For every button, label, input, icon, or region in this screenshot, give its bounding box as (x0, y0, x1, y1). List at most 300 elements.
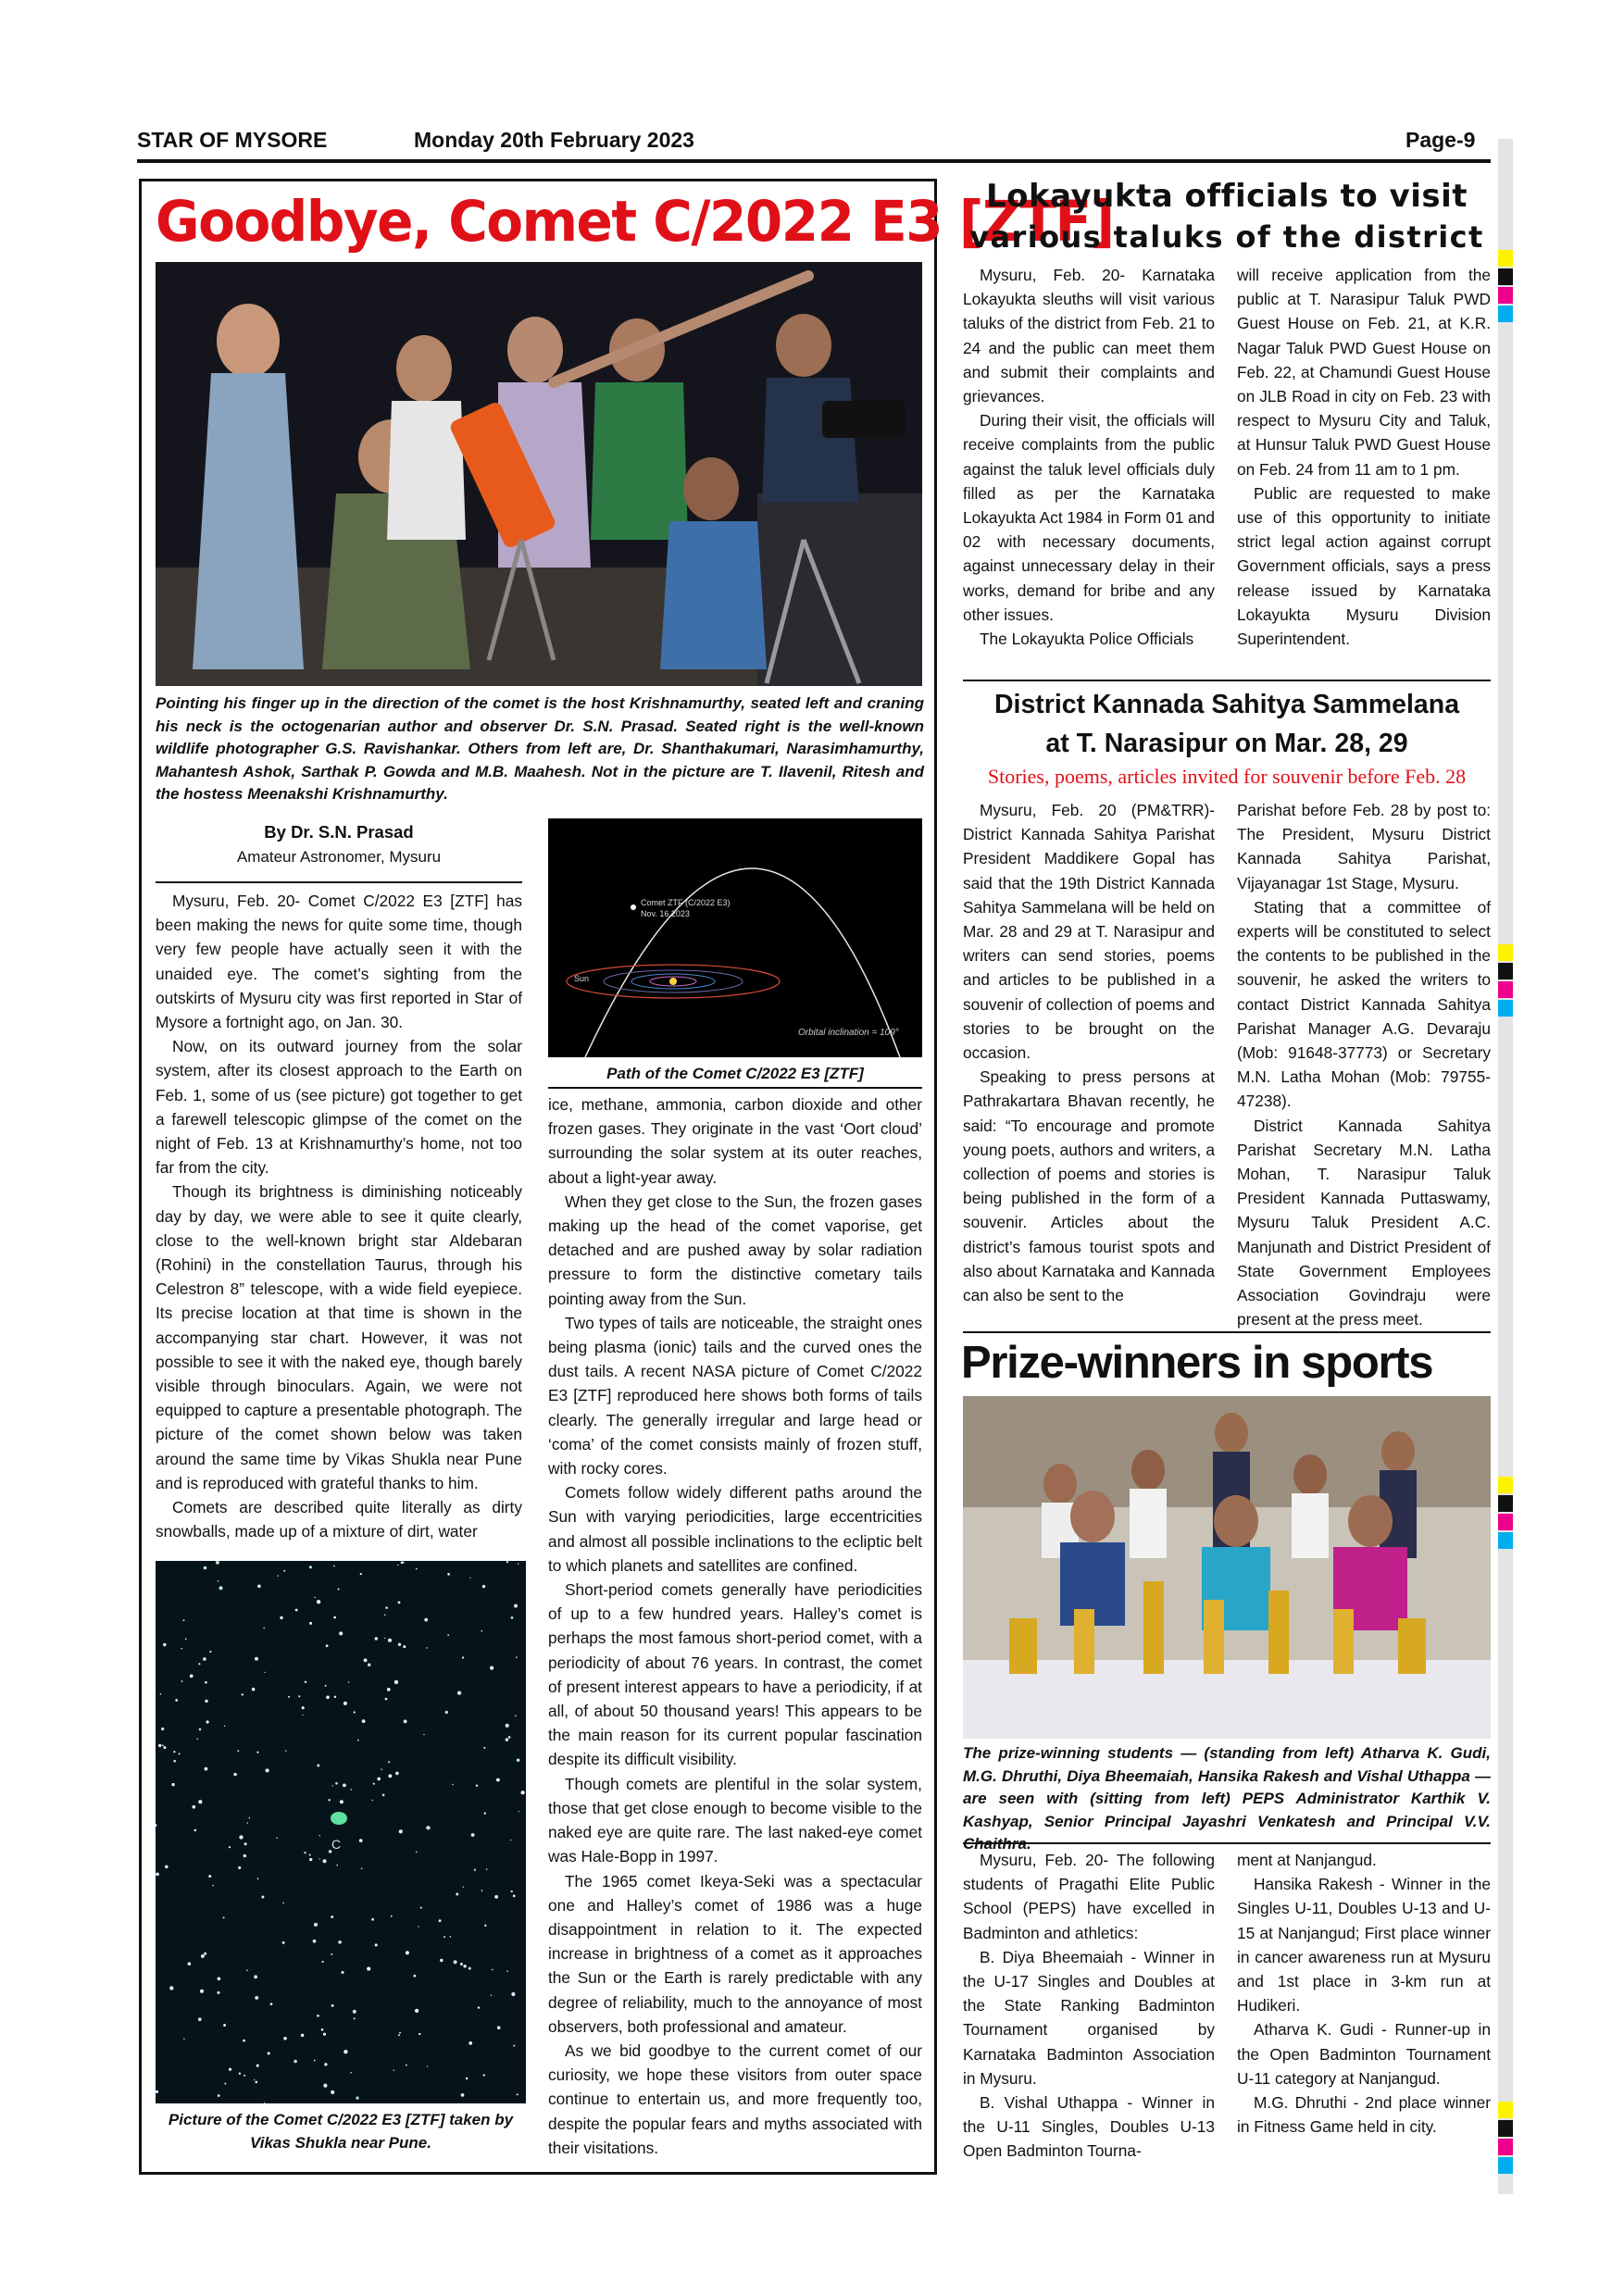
star (319, 1835, 320, 1836)
comet-paragraph: Mysuru, Feb. 20- Comet C/2022 E3 [ZTF] has been making the news for quite some time, though very few people have actually seen it with the unaided eye. The comet’s sighting from the outskirts of Mysuru city was first reported in Star of Mysore a fortnight ago, on Jan. 30. (156, 892, 522, 1032)
star (482, 1585, 485, 1588)
sports-paragraph: ment at Nanjangud. (1237, 1851, 1377, 1869)
lokayukta-column-2 (1237, 263, 1491, 651)
star (481, 1890, 483, 1891)
star (256, 2064, 259, 2066)
star (483, 1747, 485, 1749)
star (353, 2010, 356, 2014)
sahitya-column-1 (963, 798, 1215, 1307)
star (199, 1728, 202, 1731)
star (298, 1695, 300, 1697)
star (333, 1566, 335, 1567)
comet-headline: Goodbye, Comet C/2022 E3 [ZTF] (156, 188, 1114, 255)
star (270, 2003, 273, 2005)
star (340, 1800, 344, 1803)
star (385, 1698, 388, 1701)
star (192, 1805, 195, 1809)
star (399, 1829, 403, 1833)
star (518, 1563, 519, 1565)
star (375, 1637, 378, 1640)
comet-paragraph: Though its brightness is diminishing noticeably day by day, we were able to see it quite clearly, close to the well-known bright star Aldebaran (Rohini) in the constellation Taurus, through his Celestron 8” telescope, with a wide field eyepiece. Its precise location at that time is shown in the accompanying star chart. However, it was not possible to see it with the naked eye, though barely visible through binoculars. Again, we were not equipped to capture a presentable photograph. The picture of the comet shown below was taken around the same time by Vikas Shukla near Pune and is reproduced with grateful thanks to him. (156, 1182, 522, 1492)
star (276, 1837, 277, 1838)
star (255, 2081, 257, 2084)
star (416, 1568, 418, 1570)
comet-paragraph: ice, methane, ammonia, carbon dioxide and other frozen gases. They originate in the vast ‘Oort cloud’ surrounding the solar system at its outer reaches, about a light-year away. (548, 1095, 922, 1187)
star (332, 1785, 333, 1786)
comet-path-diagram (548, 818, 922, 1057)
star (309, 1854, 311, 1856)
cyan-swatch (1498, 306, 1513, 322)
sports-paragraph: B. Vishal Uthappa - Winner in the U-11 Singles, Doubles U-13 Open Badminton Tourna- (963, 2093, 1215, 2161)
star (313, 1940, 317, 1943)
star (484, 1925, 486, 1927)
star (447, 1634, 449, 1636)
star (208, 1875, 211, 1878)
star (185, 1638, 187, 1640)
star (325, 1685, 327, 1687)
sahitya-paragraph: Parishat before Feb. 28 by post to: The President, Mysuru District Kannada Sahitya Parishat, Vijayanagar 1st Stage, Mysuru. (1237, 801, 1491, 892)
star (331, 2090, 334, 2094)
star (510, 1840, 511, 1841)
star (173, 1751, 175, 1753)
star (305, 1681, 306, 1683)
comet-paragraph: The 1965 comet Ikeya-Seki was a spectacular one and Halley’s comet of 1986 was a huge disappointment in relation to it. The expected increase in brightness of a comet as it approaches the Sun or the Earth is rarely predictable with any degree of reliability, much to the annoyance of most observers, both professional and amateur. (548, 1871, 922, 2036)
star (344, 1702, 347, 1705)
star (204, 1953, 206, 1955)
magenta-swatch (1498, 2139, 1513, 2155)
star (283, 1570, 285, 1572)
star (319, 1858, 320, 1859)
stargazers-illustration (156, 262, 922, 686)
page-number: Page-9 (1405, 128, 1476, 152)
star (397, 1565, 398, 1566)
star (514, 1604, 518, 1608)
star (175, 1699, 178, 1702)
black-swatch (1498, 268, 1513, 285)
comet-marker-label: C (331, 1837, 342, 1852)
comet-starfield-photo (156, 1561, 526, 2103)
star (323, 2033, 326, 2036)
star (368, 1663, 370, 1666)
comet-byline: By Dr. S.N. Prasad (264, 822, 414, 842)
star (406, 2065, 407, 2066)
star (413, 1975, 416, 1978)
black-swatch (1498, 1495, 1513, 1512)
star (219, 1586, 222, 1590)
star (278, 1575, 279, 1576)
sahitya-paragraph: Speaking to press persons at Pathrakartara Bhavan recently, he said: “To encourage and promote young poets, authors and writers, a collection of poems and stories is being published in the form of a souvenir. Articles about the district’s famous tourist spots and also about Karnataka and Kannada can also be sent to the (963, 1067, 1215, 1305)
star (440, 1959, 443, 1962)
star (302, 1706, 305, 1709)
sports-paragraph: Mysuru, Feb. 20- The following students of Pragathi Elite Public School (PEPS) have excelled in Badminton and athletics: (963, 1851, 1215, 1942)
star (183, 2039, 184, 2040)
star (326, 1644, 329, 1647)
star (314, 1597, 316, 1599)
star (237, 1750, 239, 1752)
star (482, 2074, 484, 2076)
star (387, 1688, 391, 1691)
star (466, 2078, 468, 2080)
star (452, 1784, 453, 1785)
star (257, 1878, 259, 1879)
star (491, 1994, 492, 1995)
star (388, 1761, 390, 1763)
star (309, 1858, 312, 1861)
black-swatch (1498, 2120, 1513, 2137)
star (331, 1915, 333, 1918)
star (257, 1584, 261, 1588)
star (229, 1846, 231, 1848)
star (415, 2009, 418, 2013)
sports-column-1 (963, 1848, 1215, 2164)
star (385, 1606, 388, 1609)
star (283, 2037, 287, 2040)
star (218, 2094, 220, 2097)
sports-paragraph: B. Diya Bheemaiah - Winner in the U-17 Singles and Doubles at the State Ranking Badminton Tournament organised by Karnataka Badminton Association in Mysuru. (963, 1947, 1215, 2088)
star (361, 1868, 363, 1870)
comet-column-2 (548, 1092, 922, 2160)
star (496, 1778, 500, 1782)
yellow-swatch (1498, 1477, 1513, 1493)
star (338, 1940, 342, 1944)
star (351, 1789, 353, 1791)
star (481, 1630, 483, 1632)
sahitya-subhead: Stories, poems, articles invited for souvenir before Feb. 28 (987, 765, 1467, 788)
comet-paragraph: Though comets are plentiful in the solar system, those that get close enough to become visible to the naked eye are quite rare. The last naked-eye comet was Hale-Bopp in 1997. (548, 1774, 922, 1866)
star (285, 1750, 286, 1751)
star (206, 1720, 208, 1723)
star (173, 1760, 176, 1763)
star (233, 1773, 236, 1776)
star (372, 1800, 373, 1801)
lokayukta-paragraph: Public are requested to make use of this opportunity to initiate strict legal action against corrupt Government officials, says a press release issued by Karnataka Lokayukta Mysuru Division Superintendent. (1237, 483, 1491, 649)
star (205, 1767, 208, 1771)
star (399, 2032, 401, 2034)
star (486, 1868, 487, 1869)
star (216, 1561, 219, 1565)
star (238, 1866, 241, 1869)
star (516, 1656, 518, 1658)
magenta-swatch (1498, 981, 1513, 998)
star (224, 2083, 226, 2085)
star (497, 2026, 501, 2029)
star (181, 1680, 183, 1682)
sahitya-paragraph: Mysuru, Feb. 20 (PM&TRR)- District Kannada Sahitya Parishat President Maddikere Gopal has said that the 19th District Kannada Sahitya Sammelana will be held on Mar. 28 and 29 at T. Narasipur and writers can send stories, poems and articles to be published in a souvenir of collection of poems and stories to be brought on the occasion. (963, 801, 1215, 1063)
star (229, 2068, 231, 2071)
star (418, 1926, 419, 1927)
sports-column-2 (1237, 1848, 1491, 2139)
sports-paragraph: Atharva K. Gudi - Runner-up in the Open Badminton Tournament U-11 category at Nanjangud. (1237, 2020, 1491, 2088)
star (394, 1680, 398, 1684)
star (322, 1859, 326, 1863)
comet-coma (331, 1812, 347, 1825)
star (301, 2034, 305, 2038)
star (156, 2090, 158, 2093)
star (468, 2041, 472, 2045)
star (261, 1896, 264, 1899)
star (244, 1842, 247, 1845)
star (321, 1961, 323, 1963)
star (194, 1829, 197, 1832)
star (309, 1622, 312, 1625)
sahitya-headline-1: District Kannada Sahitya Sammelana (993, 690, 1460, 719)
star (454, 1960, 457, 1964)
star (382, 1794, 385, 1797)
star (406, 1951, 409, 1954)
star (302, 1715, 303, 1716)
star (356, 2096, 358, 2099)
star (321, 2028, 324, 2031)
path-label-date: Nov. 16 2023 (641, 909, 690, 918)
star (511, 1616, 514, 1619)
star (294, 2060, 297, 2064)
star (331, 1953, 332, 1955)
lokayukta-column-1 (963, 263, 1215, 651)
star (474, 1869, 476, 1871)
star (156, 1873, 159, 1877)
star (398, 1602, 401, 1604)
star (328, 1799, 330, 1801)
star (424, 1618, 428, 1622)
star (391, 1915, 393, 1917)
star (463, 1886, 464, 1887)
star (350, 2072, 351, 2073)
star (445, 1711, 448, 1714)
comet-byline-role: Amateur Astronomer, Mysuru (236, 848, 442, 866)
starfield-caption: Picture of the Comet C/2022 E3 [ZTF] taken by Vikas Shukla near Pune. (168, 2111, 514, 2152)
star (427, 2065, 428, 2066)
comet-paragraph: As we bid goodbye to the current comet of our curiosity, we hope these visitors from outer space continue to entertain us, and more frequently too, despite the popular fears and myths associated with their visitations. (548, 2040, 922, 2157)
star (398, 2034, 400, 2036)
star (239, 2073, 241, 2075)
star (249, 1817, 251, 1819)
star (404, 1720, 407, 1724)
star (511, 1992, 515, 1996)
star (462, 1656, 464, 1658)
star (158, 1744, 161, 1747)
lokayukta-paragraph: The Lokayukta Police Officials (980, 630, 1194, 649)
sahitya-paragraph: Stating that a committee of experts will be constituted to select the contents to be published in the souvenir, he asked the writers to contact District Kannada Sahitya Parishat Manager A.G. Devaraju (Mob: 91648-37773) or Secretary M.N. Latha Mohan (Mob: 79755-47238). (1237, 897, 1491, 1111)
star (188, 1962, 192, 1965)
yellow-swatch (1498, 2102, 1513, 2118)
star (198, 1800, 202, 1803)
star (426, 1826, 430, 1829)
star (447, 1573, 450, 1576)
star (201, 1954, 205, 1958)
lokayukta-paragraph: Mysuru, Feb. 20- Karnataka Lokayukta sleuths will visit various taluks of the district from Feb. 21 to 24 and the public can meet them and submit their complaints and grievances. (963, 266, 1215, 406)
star (243, 2040, 245, 2042)
star (478, 2006, 480, 2008)
star (203, 1657, 206, 1661)
yellow-swatch (1498, 250, 1513, 267)
star (450, 1936, 452, 1938)
path-label-comet: Comet ZTF (C/2022 E3) (641, 898, 731, 907)
star (223, 1916, 225, 1918)
comet-photo-caption: Pointing his finger up in the direction of the comet is the host Krishnamurthy, seated left and craning his neck is the octogenarian author and observer Dr. S.N. Prasad. Seated right is the well-known wildlife photographer G.S. Ravishankar. Others from left are, Dr. Shanthakumari, Narasimhamurthy, Mahantesh Ashok, Sarthak P. Gowda and M.B. Maahesh. Not in the picture are T. Ilavenil, Ritesh and the hostess Meenakshi Krishnamurthy. (156, 694, 924, 803)
yellow-swatch (1498, 944, 1513, 961)
star (484, 1812, 486, 1814)
star (217, 1991, 219, 1994)
star (506, 1970, 508, 1972)
star (317, 1600, 320, 1603)
star (205, 1681, 207, 1684)
starfield (156, 1561, 526, 2103)
star (200, 1990, 204, 1993)
star (239, 1835, 243, 1839)
star (384, 1615, 385, 1616)
star (513, 1895, 516, 1898)
star (401, 1561, 404, 1564)
star (163, 1643, 166, 1646)
path-caption: Path of the Comet C/2022 E3 [ZTF] (606, 1065, 864, 1082)
sports-headline: Prize-winners in sports (961, 1338, 1433, 1388)
sahitya-paragraph: District Kannada Sahitya Parishat Secretary M.N. Latha Mohan, T. Narasipur Taluk President Kannada Puttaswamy, Mysuru Taluk President A.C. Manjunath and District President of State Government Employees Association Govindraju were present at the press meet. (1237, 1116, 1491, 1329)
star (190, 1675, 194, 1678)
lokayukta-headline-2: various taluks of the district (969, 219, 1484, 255)
sports-photo-caption: The prize-winning students — (standing from left) Atharva K. Gudi, M.G. Dhruthi, Diya Bheemaiah, Hansika Rakesh and Vishal Uthappa — are seen with (sitting from left) PEPS Administrator Karthik V. Kashyap, Senior Principal Jayashri Venkatesh and Principal V.V. (963, 1744, 1491, 1830)
star (265, 1672, 266, 1673)
star (244, 2075, 245, 2077)
star (388, 1639, 392, 1642)
star (334, 1696, 336, 1698)
star (209, 1651, 211, 1653)
comet-paragraph: When they get close to the Sun, the frozen gases making up the head of the comet vaporise, get detached and are pushed away by solar radiation pressure to form the distinctive cometary tails pointing away from the Sun. (548, 1192, 922, 1308)
star (388, 1774, 392, 1778)
path-caption-rule (548, 1087, 922, 1089)
star (423, 1734, 424, 1735)
star (343, 1784, 346, 1788)
comet-paragraph: Comets follow widely different paths around the Sun with varying periodicities, large eccentricities and almost all possible inclinations to the ecliptic belt to which planets and satellites are confined. (548, 1483, 922, 1575)
star (508, 1736, 511, 1739)
comet-paragraph: Short-period comets generally have periodicities of up to a few hundred years. Halley’s comet is perhaps the most famous short-period comet, with a periodicity of about 76 years. In contrast, the comet of present interest appears to have a periodicity, if at all, of about 50 thousand years! This appears to be the main reason for its current popular fascination despite its difficult visibility. (548, 1580, 922, 1769)
star (338, 1588, 340, 1590)
star (490, 1666, 493, 1670)
comet-paragraph: Now, on its outward journey from the solar system, after its closest approach to the Earth on Feb. 1, some of us (see picture) got together to get a farewell telescopic glimpse of the comet on the night of Feb. 13 at Krishnamurthy’s home, not too far from the city. (156, 1037, 522, 1178)
star (181, 1648, 182, 1650)
path-label-inclination: Orbital inclination = 109° (798, 1028, 899, 1038)
stargazers-photo (156, 262, 922, 686)
star (198, 1663, 200, 1665)
star (254, 1975, 257, 1978)
star (255, 1657, 258, 1661)
star (244, 1854, 246, 1857)
star (364, 1658, 368, 1662)
star (314, 1923, 318, 1927)
star (218, 1977, 221, 1980)
star (416, 1851, 418, 1853)
cyan-swatch (1498, 2157, 1513, 2174)
margin-bar (1498, 139, 1513, 2194)
star (280, 1616, 282, 1619)
star (506, 1738, 508, 1741)
star (326, 1695, 330, 1699)
star (341, 1971, 344, 1974)
star (198, 2017, 202, 2021)
star (223, 2024, 226, 2027)
star (511, 1890, 513, 1892)
star (515, 1716, 517, 1717)
star (246, 1822, 247, 1823)
star (160, 1693, 162, 1695)
section-rule (963, 680, 1491, 681)
cyan-swatch (1498, 1532, 1513, 1549)
star (517, 2093, 518, 2095)
lokayukta-headline-1: Lokayukta officials to visit (985, 178, 1468, 215)
star (304, 1852, 306, 1853)
star (309, 1566, 312, 1568)
star (196, 1739, 198, 1741)
star (171, 1783, 174, 1786)
star (256, 1752, 258, 1753)
star (268, 2052, 270, 2054)
star (468, 1967, 471, 1970)
sahitya-column-2 (1237, 798, 1491, 1331)
star (398, 1643, 401, 1646)
star (506, 1724, 509, 1728)
star (224, 1726, 225, 1727)
sports-paragraph: M.G. Dhruthi - 2nd place winner in Fitness Game held in city. (1237, 2093, 1491, 2137)
header-rule (137, 159, 1491, 163)
star (420, 1907, 422, 1909)
lokayukta-paragraph: During their visit, the officials will receive complaints from the public against the taluk level officials duly filled as per the Karnataka Lokayukta Act 1984 in Form 01 and 02 with necessary documents, against unnecessary delay in their works, demand for bribe and any other issues. (963, 411, 1215, 624)
star (348, 1681, 350, 1683)
star (282, 1903, 284, 1904)
star (295, 1609, 298, 1612)
star (162, 1744, 164, 1746)
star (471, 1833, 475, 1837)
star (384, 1638, 385, 1639)
star (517, 1758, 520, 1762)
star (506, 1561, 508, 1563)
star (460, 1963, 463, 1965)
star (463, 1965, 466, 1967)
star (457, 1691, 461, 1694)
star (426, 1647, 428, 1649)
star (336, 1865, 338, 1866)
star (263, 1628, 265, 1629)
sports-paragraph: Hansika Rakesh - Winner in the Singles U-11, Doubles U-13 and U-15 at Nanjangud; First place winner in cancer awareness run at Mysuru and 1st place in 3-km run at Hudikeri. (1237, 1875, 1491, 2015)
comet-paragraph: Comets are described quite literally as dirty snowballs, made up of a mixture of dirt, water (156, 1498, 522, 1541)
star (354, 1711, 356, 1713)
star (443, 1936, 445, 1938)
star (354, 2017, 356, 2019)
issue-date: Monday 20th February 2023 (414, 128, 694, 152)
star (456, 1893, 458, 1896)
star (476, 1784, 478, 1786)
comet-paragraph: Two types of tails are noticeable, the straight ones being plasma (ionic) tails and the curved ones the dust tails. A recent NASA picture of Comet C/2022 E3 [ZTF] reproduced here shows both forms of tails clearly. The generally irregular and large head or ‘coma’ of the comet consists mainly of frozen stuff, with rocky cores. (548, 1313, 922, 1479)
star (163, 1746, 166, 1749)
star (331, 2004, 334, 2007)
magenta-swatch (1498, 1514, 1513, 1530)
cyan-swatch (1498, 1000, 1513, 1017)
star (183, 1619, 185, 1621)
star (520, 1791, 524, 1794)
star (165, 1866, 168, 1868)
star (418, 2033, 420, 2035)
star (360, 1573, 362, 1575)
star (317, 1765, 319, 1767)
star (373, 1783, 375, 1785)
star (218, 1580, 219, 1581)
star (333, 1616, 336, 1619)
star (377, 1778, 381, 1781)
star (254, 2079, 255, 2080)
star (266, 1768, 269, 1772)
star (288, 1696, 290, 1698)
star (395, 1772, 399, 1776)
star (255, 1996, 258, 2000)
star (314, 2060, 316, 2062)
